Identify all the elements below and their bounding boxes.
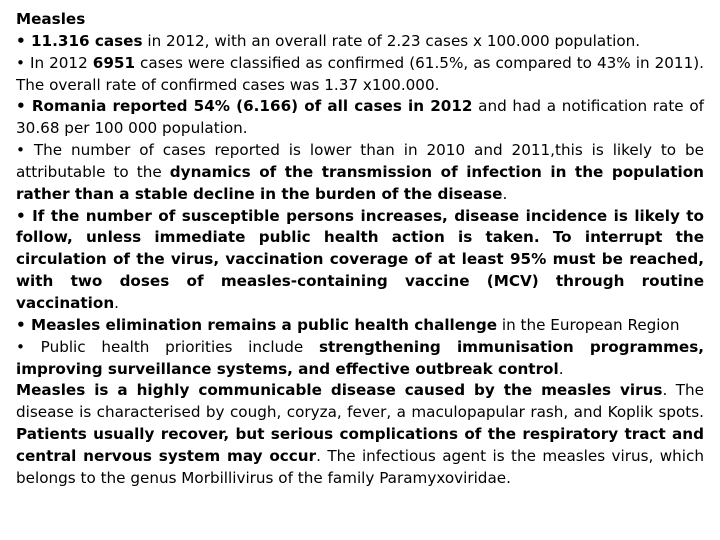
bullet-2-text-b: cases were classified as confirmed (61.5%, as compared to 43% in 2011). The overall rate of confirmed cases was 1.37 x100.000. [16,53,705,94]
bullet-3 [16,96,704,140]
bullet-5 [16,206,704,315]
closing-text-a: . The disease is characterised by cough, coryza, fever, a maculopapular rash, and Koplik spots. [16,381,705,422]
title-text: Measles [16,10,86,28]
closing-paragraph [16,380,704,489]
bullet-5-text: . [114,293,119,312]
bullet-3-bold: • Romania reported 54% (6.166) of all cases in 2012 [16,97,473,116]
bullet-4 [16,140,704,206]
bullet-1 [16,31,704,53]
closing-text-b: . The infectious agent is the measles virus, which belongs to the genus Morbillivirus of the family Paramyxoviridae. [16,446,704,487]
bullet-4-text-a: • The number of cases reported is lower than in 2010 and 2011,this is likely to be attributable to the [16,141,704,181]
bullet-2 [16,53,704,97]
text-block [16,9,704,490]
bullet-1-text: in 2012, with an overall rate of 2.23 cases x 100.000 population. [142,31,641,50]
closing-bold-a: Measles is a highly communicable disease caused by the measles virus [16,381,663,400]
bullet-6 [16,315,704,337]
bullet-4-text-b: . [502,184,508,203]
bullet-7-text-b: . [558,359,564,378]
bullet-5-bold: • If the number of susceptible persons increases, disease incidence is likely to follow, unless immediate public health action is taken. To interrupt the circulation of the virus, vaccination coverage of at least 95% must be reached, with two doses of measles-containing vaccine (MCV) through routine vaccination [16,206,704,312]
bullet-7-text-a: • Public health priorities include [16,337,319,356]
slide-title [16,9,704,31]
bullet-6-text: in the European Region [497,315,680,334]
bullet-1-bold: • 11.316 cases [16,31,143,50]
bullet-2-text-a: • In 2012 [16,53,93,72]
bullet-7 [16,337,704,381]
closing-bold-b: Patients usually recover, but serious complications of the respiratory tract and central nervous system may occur [16,425,704,465]
bullet-6-bold: • Measles elimination remains a public health challenge [16,315,498,334]
bullet-3-text: and had a notification rate of 30.68 per 100 000 population. [16,97,704,138]
bullet-2-bold: 6951 [92,53,136,72]
bullet-7-bold: strengthening immunisation programmes, improving surveillance systems, and effective outbreak control [16,337,705,378]
bullet-4-bold: dynamics of the transmission of infection in the population rather than a stable decline in the burden of the disease [16,162,704,203]
